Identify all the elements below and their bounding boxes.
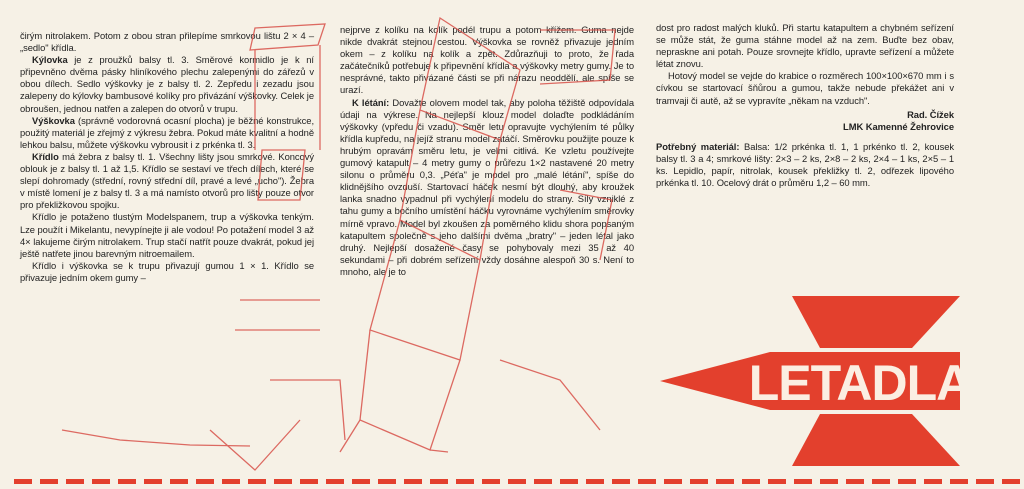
rule-dash xyxy=(326,479,344,484)
author-signature xyxy=(656,109,954,133)
rule-dash xyxy=(508,479,526,484)
rule-dash xyxy=(976,479,994,484)
rule-dash xyxy=(612,479,630,484)
rule-dash xyxy=(222,479,240,484)
rule-dash xyxy=(924,479,942,484)
rule-dash xyxy=(560,479,578,484)
rule-dash xyxy=(716,479,734,484)
rule-dash xyxy=(690,479,708,484)
paragraph: Křídlo i výškovka se k trupu přivazují gumou 1 × 1. Křídlo se přivazuje jedním okem gumy – xyxy=(20,259,314,283)
rule-dash xyxy=(144,479,162,484)
rule-dash xyxy=(846,479,864,484)
rule-dash xyxy=(742,479,760,484)
heading-kridlo: Křídlo xyxy=(32,150,59,162)
author-club: LMK Kamenné Žehrovice xyxy=(843,120,954,132)
rule-dash xyxy=(638,479,656,484)
rule-dash xyxy=(14,479,32,484)
text-column-2 xyxy=(340,24,634,278)
rule-dash xyxy=(664,479,682,484)
paragraph-vyskovka: Výškovka (správně vodorovná ocasní plocha) je běžné konstrukce, použitý materiál je zřejmý z výkresu žebra. Pokud máte kvalitní a hodně lehkou balsu, můžete výškovku vybrousit i z prkénka tl. 3. xyxy=(20,114,314,150)
logo-text: LETADLA xyxy=(748,355,960,411)
author-name: Rad. Čížek xyxy=(907,108,954,120)
rule-dash xyxy=(820,479,838,484)
rule-dash xyxy=(378,479,396,484)
rule-dash xyxy=(118,479,136,484)
rule-dash xyxy=(92,479,110,484)
paragraph: Křídlo je potaženo tlustým Modelspanem, trup a výškovka tenkým. Lze použít i Mikelantu, nevypínejte ji ale vodou! Po potažení model 3 až 4× lakujeme čirým nitrolakem. Trup stačí natřít pouze dvakrát, pokud jej ještě natřete jinou barevným nitroemailem. xyxy=(20,211,314,259)
rule-dash xyxy=(300,479,318,484)
logo-bottom-wing xyxy=(792,414,960,466)
rule-dash xyxy=(482,479,500,484)
paragraph-kylovka: Kýlovka je z proužků balsy tl. 3. Směrové kormidlo je k ní připevněno dvěma pásky hliníkového plechu zalepenými do zářezů v obou dílech. Sedlo výškovky je z balsy tl. 2. Zepředu i zezadu jsou zalepeny do kýlovky bambusové kolíky pro přivázání výškovky. Celek je obroušen, jednou natřen a zalepen do otvorů v trupu. xyxy=(20,54,314,114)
text-column-1 xyxy=(20,30,314,284)
rule-dash xyxy=(40,479,58,484)
rule-dash xyxy=(768,479,786,484)
rule-dash xyxy=(898,479,916,484)
heading-materials: Potřebný materiál: xyxy=(656,140,740,152)
rule-dash xyxy=(248,479,266,484)
text-column-3 xyxy=(656,22,954,189)
rule-dash xyxy=(170,479,188,484)
heading-vyskovka: Výškovka xyxy=(32,114,75,126)
materials-list: Potřebný materiál: Balsa: 1/2 prkénka tl. 1, 1 prkénko tl. 2, kousek balsy tl. 3 a 4; smrkové lišty: 2×3 – 2 ks, 2×8 – 2 ks, 2×4 – 1 ks, 2×5 – 1 ks. Lepidlo, papír, nitrolak, kousek překližky tl. 2, odřezek lipového prkénka tl. 10. Ocelový drát o průměru 1,2 – 60 mm. xyxy=(656,140,955,189)
paragraph-k-letani: K létání: Dovažte olovem model tak, aby poloha těžiště odpovídala údaji na výkrese. Na nejlepší klouz model dolaďte podkládáním výškovky (vpředu či vzadu). Směr letu opravujte vychýlením té půlky křídla kupředu, na jejíž stranu model zatáčí. Směrovku použijte pouze k hrubým opravám směru letu, je velmi citlivá. Ke vzletu používejte gumový katapult – 4 metry gumy o průřezu 1×2 nastavené 20 metry silonu o průměru 0,3. „Péťa" je model pro „malé létání", spíše do klidnějšího ovzduší. Startovací háček nesmí být dlouhý, aby kroužek lanka snadno vypadnul při vychýlení modelu do strany. Síly vzniklé z tahu gumy a bočního umístění háčku vyrovnáme vychýlením směrovky mírně vpravo. Model byl zkoušen za poměrného klidu shora popsaným katapultem společně s jeho dalšími dvěma „bratry" – jeden létal jako druhý. Nejlepší dosažené časy se pohybovaly mezi 35 až 40 sekundami – při dobrém seřízení vždy dosáhne alespoň 30 s. Není to mnoho, ale je to xyxy=(340,96,634,277)
rule-dash xyxy=(534,479,552,484)
rule-dash xyxy=(430,479,448,484)
rule-dash xyxy=(586,479,604,484)
paragraph: dost pro radost malých kluků. Při startu katapultem a chybném seřízení se může stát, že guma stáhne model až na zem. Buďte bez obav, nepraskne ani potah. Pouze srovnejte křídlo, upravte seřízení a můžete létat znovu. xyxy=(656,22,954,70)
logo-top-wing xyxy=(792,296,960,348)
rule-dash xyxy=(1002,479,1020,484)
heading-kylovka: Kýlovka xyxy=(32,54,68,66)
rule-dash xyxy=(950,479,968,484)
rule-dash xyxy=(872,479,890,484)
rule-dash xyxy=(274,479,292,484)
paragraph: čirým nitrolakem. Potom z obou stran přilepíme smrkovou lištu 2 × 4 – „sedlo" křídla. xyxy=(20,30,314,54)
bottom-dashed-rule xyxy=(0,476,1024,489)
rule-dash xyxy=(456,479,474,484)
rule-dash xyxy=(196,479,214,484)
rule-dash xyxy=(66,479,84,484)
paragraph-kridlo: Křídlo má žebra z balsy tl. 1. Všechny lišty jsou smrkové. Koncový oblouk je z balsy tl. 1 až 1,5. Křídlo se sestaví ve třech dílech, které se slepí dohromady (střední, rovný střední díl, pravé a levé „ucho"). Žebra v místě lomení je z balsy tl. 3 a má namísto otvorů pro lišty pouze otvor pro překližkovou spojku. xyxy=(20,150,314,211)
paragraph: Hotový model se vejde do krabice o rozměrech 100×100×670 mm i s cívkou se startovací šňůrou a gumou, takže nebude překážet ani v tramvaji či autě, až se vypravíte „někam na vzduch". xyxy=(656,70,954,106)
letadla-logo xyxy=(660,296,960,466)
rule-dash xyxy=(352,479,370,484)
rule-dash xyxy=(404,479,422,484)
rule-dash xyxy=(794,479,812,484)
heading-k-letani: K létání: xyxy=(352,96,390,108)
paragraph: nejprve z kolíku na kolík podél trupu a potom křížem. Guma nejde nikde dvakrát stejnou cestou. Výškovka se rovněž přivazuje jedním okem – z kolíku na kolík a zpět. Zdůrazňuji to proto, že řada začátečníků potřebuje k připevnění křídla a výškovky metry gumy. Je to nesprávné, takto přivázané části se při nárazu neoddělí, ale spíše se urazí. xyxy=(340,24,634,96)
